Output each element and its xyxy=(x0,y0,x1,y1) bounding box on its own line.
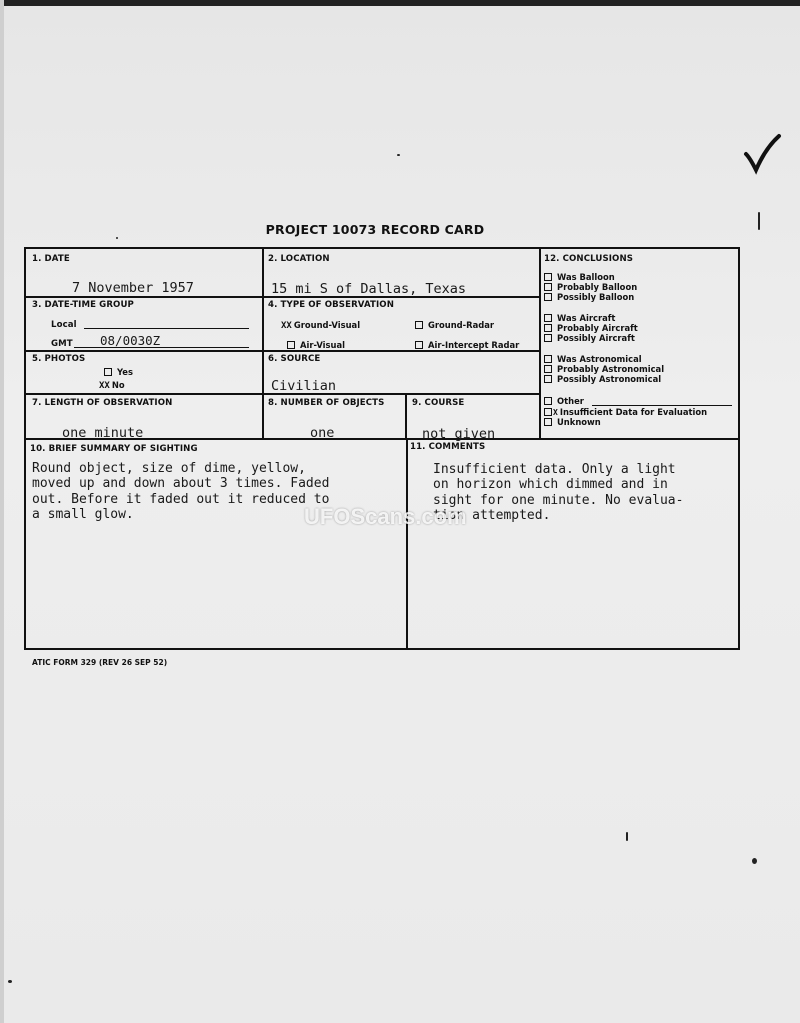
local-label: Local xyxy=(51,320,77,330)
probably-balloon-label: Probably Balloon xyxy=(557,282,638,292)
was-astronomical-checkbox-icon xyxy=(544,355,552,363)
course-value: not given xyxy=(422,426,496,442)
comments-label: 11. COMMENTS xyxy=(410,442,486,452)
comments-text xyxy=(433,462,683,523)
scan-speck xyxy=(8,980,12,983)
conclusions-label: 12. CONCLUSIONS xyxy=(544,254,634,264)
number-of-objects-value: one xyxy=(310,425,335,441)
conclusion-was-balloon xyxy=(544,272,615,282)
possibly-balloon-checkbox-icon xyxy=(544,293,552,301)
divider-v-comments xyxy=(406,438,408,648)
ground-radar-label: Ground-Radar xyxy=(428,320,495,330)
ground-visual-mark: XX xyxy=(281,321,292,331)
conclusion-insufficient-data xyxy=(544,407,707,417)
insufficient-label: Insufficient Data for Evaluation xyxy=(559,407,708,417)
conclusion-was-aircraft xyxy=(544,313,615,323)
summary-line: Round object, size of dime, yellow, xyxy=(32,461,306,476)
option-air-intercept-radar xyxy=(415,340,519,350)
probably-astronomical-checkbox-icon xyxy=(544,365,552,373)
watermark: UFOScans.com xyxy=(304,504,467,529)
was-aircraft-label: Was Aircraft xyxy=(557,313,616,323)
divider-h-row2 xyxy=(26,350,540,352)
form-footer: ATIC FORM 329 (REV 26 SEP 52) xyxy=(32,658,168,667)
insufficient-mark: X xyxy=(553,408,558,417)
conclusion-probably-astronomical xyxy=(544,364,664,374)
scan-speck xyxy=(752,858,757,864)
scan-speck xyxy=(116,237,118,239)
local-underline xyxy=(84,328,249,329)
other-label: Other xyxy=(557,396,584,406)
source-label: 6. SOURCE xyxy=(268,354,321,364)
scan-speck xyxy=(397,154,400,156)
conclusion-possibly-balloon xyxy=(544,292,634,302)
scan-top-edge xyxy=(0,0,800,6)
summary-line: moved up and down about 3 times. Faded xyxy=(32,476,330,492)
was-astronomical-label: Was Astronomical xyxy=(557,354,642,364)
option-air-visual xyxy=(287,340,345,350)
location-value: 15 mi S of Dallas, Texas xyxy=(271,281,467,297)
comment-line: on horizon which dimmed and in xyxy=(433,477,668,493)
air-intercept-radar-label: Air-Intercept Radar xyxy=(428,340,520,350)
air-visual-label: Air-Visual xyxy=(300,340,346,350)
scan-left-edge xyxy=(0,0,4,1023)
photos-yes-checkbox-icon xyxy=(104,368,112,376)
date-label: 1. DATE xyxy=(32,254,70,264)
location-label: 2. LOCATION xyxy=(268,254,330,264)
summary-line: out. Before it faded out it reduced to xyxy=(32,491,330,507)
possibly-balloon-label: Possibly Balloon xyxy=(557,292,635,302)
handwritten-checkmark-icon xyxy=(742,132,782,176)
number-of-objects-label: 8. NUMBER OF OBJECTS xyxy=(268,398,385,408)
scan-speck xyxy=(626,832,628,841)
photos-no-label: No xyxy=(111,380,125,390)
was-balloon-checkbox-icon xyxy=(544,273,552,281)
ground-visual-label: Ground-Visual xyxy=(293,320,361,330)
probably-aircraft-checkbox-icon xyxy=(544,324,552,332)
was-aircraft-checkbox-icon xyxy=(544,314,552,322)
conclusion-unknown xyxy=(544,417,601,427)
length-of-observation-value: one minute xyxy=(62,425,144,441)
unknown-checkbox-icon xyxy=(544,418,552,426)
ground-radar-checkbox-icon xyxy=(415,321,423,329)
photos-yes-label: Yes xyxy=(117,367,133,377)
probably-balloon-checkbox-icon xyxy=(544,283,552,291)
was-balloon-label: Was Balloon xyxy=(557,272,615,282)
possibly-astronomical-checkbox-icon xyxy=(544,375,552,383)
other-underline xyxy=(592,405,732,406)
photos-no-option xyxy=(99,380,125,391)
option-ground-radar xyxy=(415,320,494,330)
divider-v-conclusions xyxy=(539,249,541,439)
source-value: Civilian xyxy=(271,378,337,394)
brief-summary-label: 10. BRIEF SUMMARY OF SIGHTING xyxy=(30,444,198,454)
record-card xyxy=(24,247,740,650)
conclusion-possibly-aircraft xyxy=(544,333,635,343)
comment-line: Insufficient data. Only a light xyxy=(433,462,676,477)
comment-line: tion attempted. xyxy=(433,507,551,523)
gmt-value: 08/0030Z xyxy=(100,333,161,348)
air-visual-checkbox-icon xyxy=(287,341,295,349)
possibly-astronomical-label: Possibly Astronomical xyxy=(557,374,662,384)
possibly-aircraft-checkbox-icon xyxy=(544,334,552,342)
summary-line: a small glow. xyxy=(32,506,134,522)
divider-v-course xyxy=(405,393,407,439)
photos-no-mark: XX xyxy=(99,381,110,391)
other-checkbox-icon xyxy=(544,397,552,405)
conclusion-possibly-astronomical xyxy=(544,374,661,384)
date-time-group-label: 3. DATE-TIME GROUP xyxy=(32,300,134,310)
option-ground-visual xyxy=(281,320,360,331)
length-of-observation-label: 7. LENGTH OF OBSERVATION xyxy=(32,398,173,408)
divider-v-main-left xyxy=(262,249,264,439)
photos-yes-option xyxy=(104,367,133,377)
probably-astronomical-label: Probably Astronomical xyxy=(557,364,665,374)
probably-aircraft-label: Probably Aircraft xyxy=(557,323,638,333)
course-label: 9. COURSE xyxy=(412,398,465,408)
comment-line: sight for one minute. No evalua- xyxy=(433,492,684,508)
conclusion-probably-aircraft xyxy=(544,323,638,333)
card-title: PROJECT 10073 RECORD CARD xyxy=(265,222,485,237)
insufficient-checkbox-icon xyxy=(544,408,552,416)
conclusion-was-astronomical xyxy=(544,354,642,364)
date-value: 7 November 1957 xyxy=(72,280,194,296)
conclusion-other xyxy=(544,396,584,406)
brief-summary-text xyxy=(32,461,329,522)
possibly-aircraft-label: Possibly Aircraft xyxy=(557,333,635,343)
unknown-label: Unknown xyxy=(557,417,601,427)
air-intercept-radar-checkbox-icon xyxy=(415,341,423,349)
type-of-observation-label: 4. TYPE OF OBSERVATION xyxy=(268,300,394,310)
gmt-label: GMT xyxy=(51,339,73,349)
scan-speck xyxy=(758,212,760,230)
conclusion-probably-balloon xyxy=(544,282,637,292)
photos-label: 5. PHOTOS xyxy=(32,354,86,364)
